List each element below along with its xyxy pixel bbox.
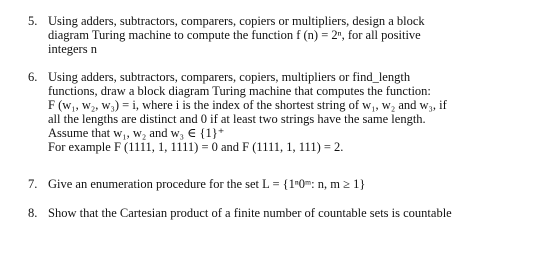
question-number: 8. bbox=[28, 206, 38, 220]
question-text-line: Using adders, subtractors, comparers, copiers or multipliers, design a block bbox=[48, 14, 425, 28]
question-number: 6. bbox=[28, 70, 38, 84]
question-text-line: Show that the Cartesian product of a finite number of countable sets is countable bbox=[48, 206, 452, 220]
question-text-line: For example F (1111, 1, 1111) = 0 and F (1111, 1, 111) = 2. bbox=[48, 140, 344, 154]
question-text-line: Give an enumeration procedure for the set L = {1ⁿ0ᵐ: n, m ≥ 1} bbox=[48, 177, 366, 191]
question-number: 7. bbox=[28, 177, 38, 191]
question-text-line: all the lengths are distinct and 0 if at least two strings have the same length. bbox=[48, 112, 426, 126]
question-number: 5. bbox=[28, 14, 38, 28]
question-text-line: functions, draw a block diagram Turing machine that computes the function: bbox=[48, 84, 431, 98]
question-text-line: integers n bbox=[48, 42, 97, 56]
question-text-line: Using adders, subtractors, comparers, copiers, multipliers or find_length bbox=[48, 70, 411, 84]
question-text-line: Assume that w₁, w₂ and w₃ ∈ {1}⁺ bbox=[48, 126, 225, 140]
question-text-line: F (w₁, w₂, w₃) = i, where i is the index of the shortest string of w₁, w₂ and w₃, if bbox=[48, 98, 447, 112]
question-text-line: diagram Turing machine to compute the function f (n) = 2ⁿ, for all positive bbox=[48, 28, 421, 42]
